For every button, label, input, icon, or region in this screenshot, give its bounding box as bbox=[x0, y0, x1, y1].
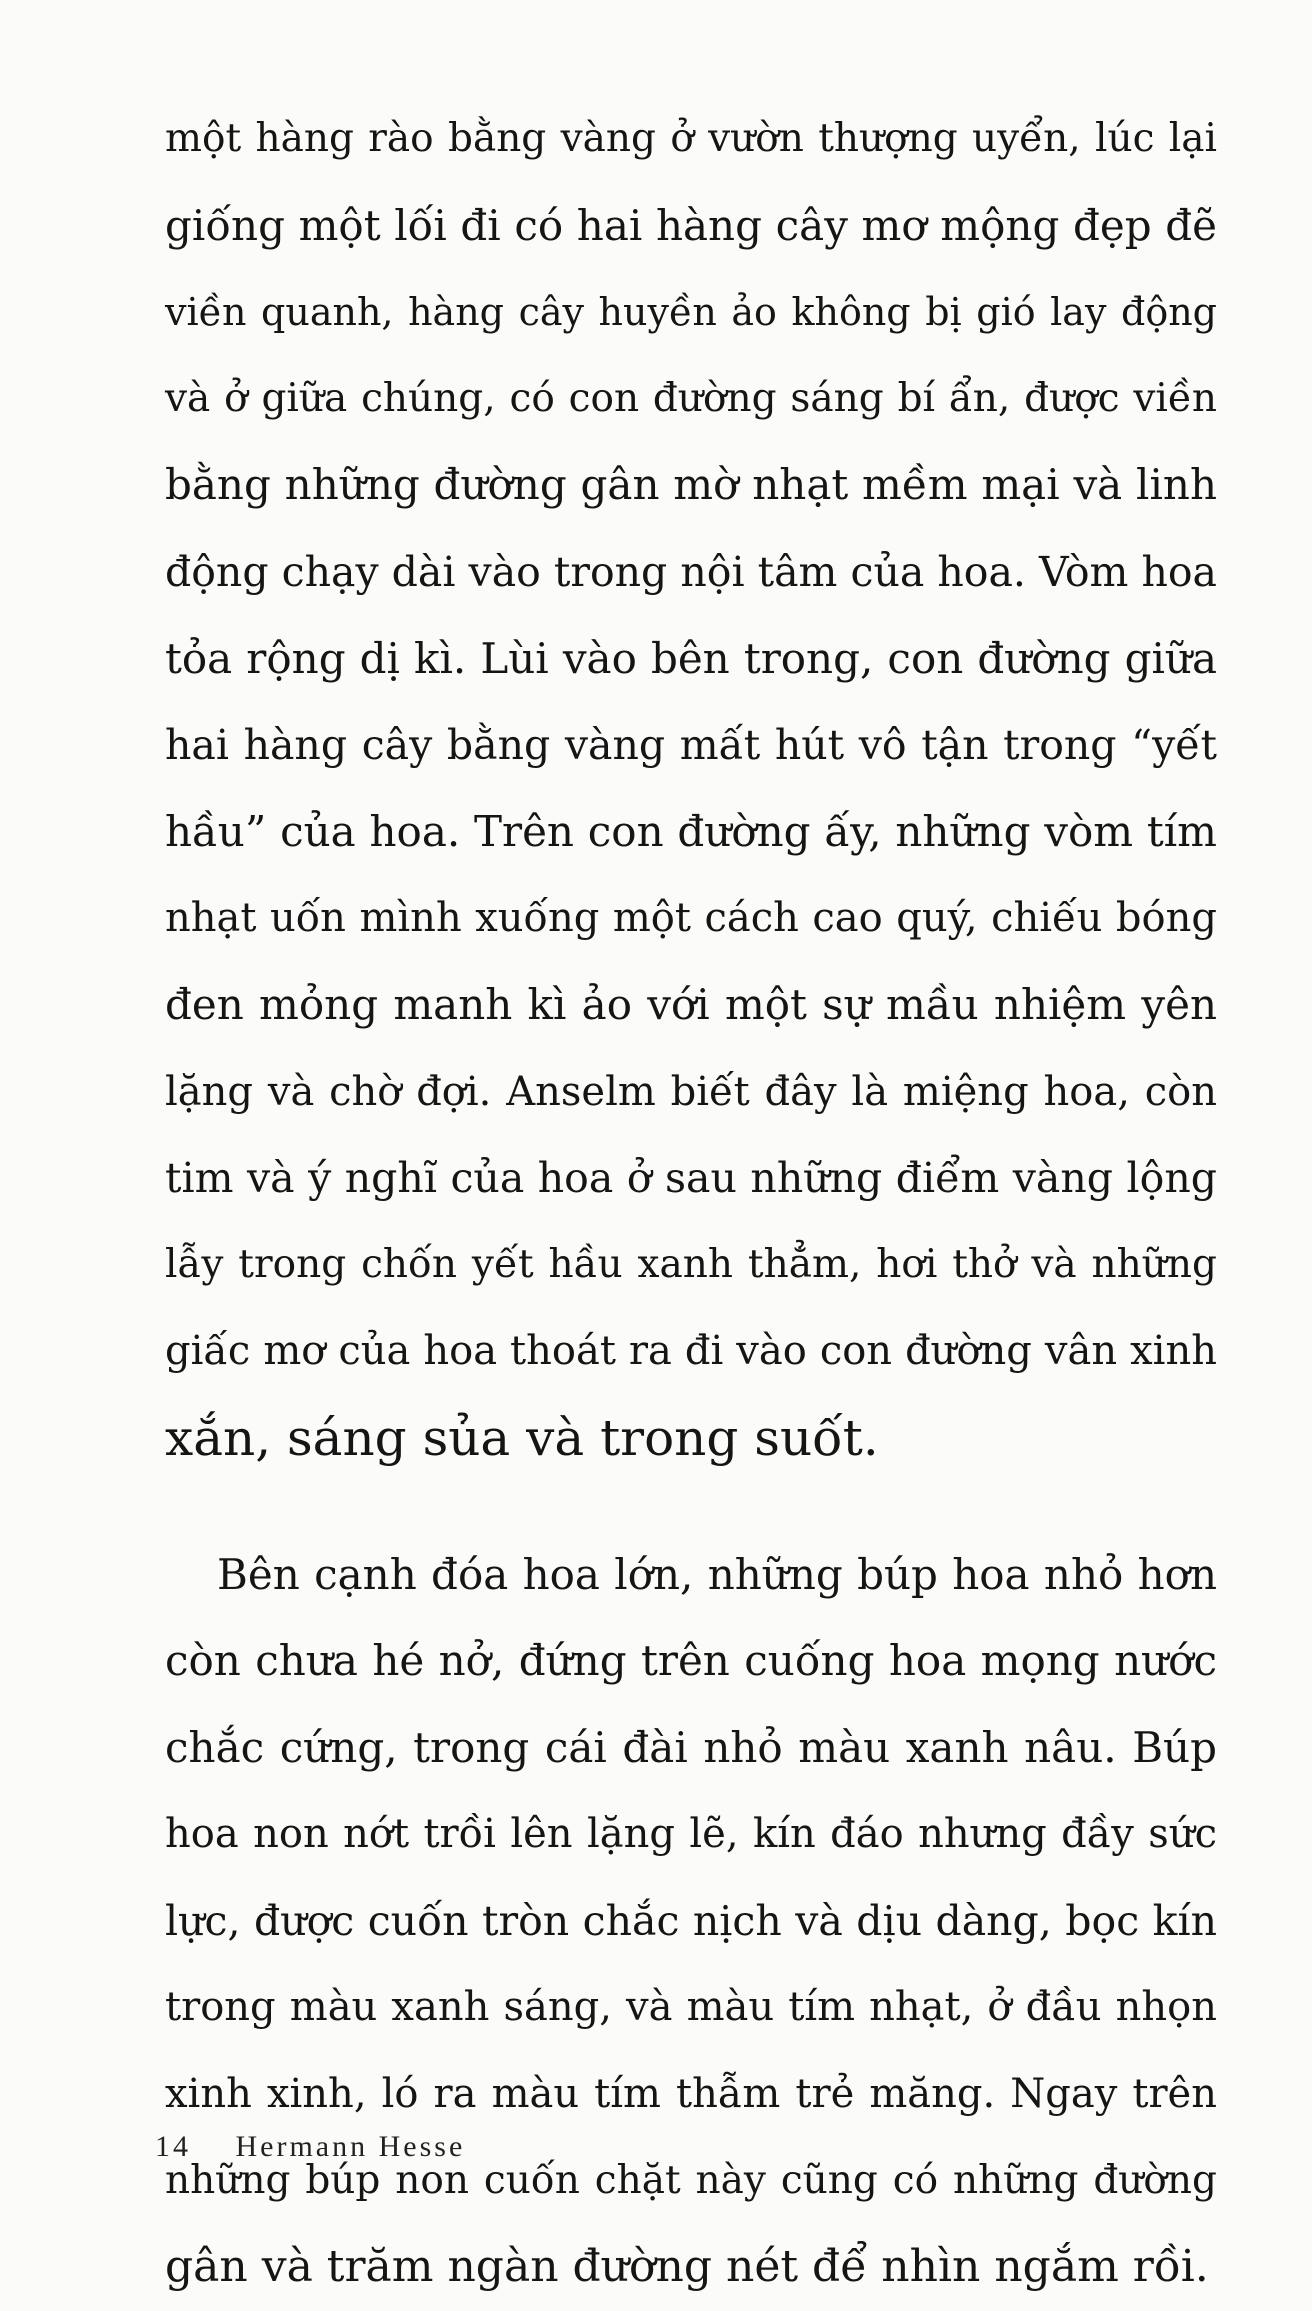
text-line: lặng và chờ đợi. Anselm biết đây là miệng hoa, còn bbox=[165, 1068, 1217, 1115]
text-line: động chạy dài vào trong nội tâm của hoa. Vòm hoa bbox=[165, 547, 1217, 596]
paragraph-2 bbox=[165, 1532, 1217, 2311]
text-line: viền quanh, hàng cây huyền ảo không bị gió lay động bbox=[165, 290, 1217, 335]
text-line: và ở giữa chúng, có con đường sáng bí ẩn, được viền bbox=[165, 375, 1217, 421]
text-line: còn chưa hé nở, đứng trên cuống hoa mọng nước bbox=[165, 1636, 1217, 1686]
text-line: bằng những đường gân mờ nhạt mềm mại và linh bbox=[165, 460, 1217, 510]
text-line: lẫy trong chốn yết hầu xanh thẳm, hơi thở và những bbox=[165, 1241, 1217, 1287]
page-footer bbox=[155, 2130, 465, 2164]
text-line: đen mỏng manh kì ảo với một sự mầu nhiệm yên bbox=[165, 979, 1217, 1029]
text-line: xắn, sáng sủa và trong suốt. bbox=[165, 1408, 879, 1467]
text-line: giấc mơ của hoa thoát ra đi vào con đường vân xinh bbox=[165, 1328, 1217, 1375]
text-line: tỏa rộng dị kì. Lùi vào bên trong, con đường giữa bbox=[165, 633, 1217, 683]
text-line: hoa non nớt trồi lên lặng lẽ, kín đáo nhưng đầy sức bbox=[165, 1811, 1217, 1858]
text-line: nhạt uốn mình xuống một cách cao quý, chiếu bóng bbox=[165, 895, 1217, 942]
running-author: Hermann Hesse bbox=[235, 2130, 466, 2163]
text-line: tim và ý nghĩ của hoa ở sau những điểm vàng lộng bbox=[165, 1154, 1217, 1203]
text-line: trong màu xanh sáng, và màu tím nhạt, ở đầu nhọn bbox=[165, 1984, 1217, 2031]
text-line: hai hàng cây bằng vàng mất hút vô tận trong “yết bbox=[165, 721, 1217, 770]
text-line: chắc cứng, trong cái đài nhỏ màu xanh nâu. Búp bbox=[165, 1722, 1217, 1772]
text-line: xinh xinh, ló ra màu tím thẫm trẻ măng. Ngay trên bbox=[165, 2071, 1217, 2118]
paragraph-1 bbox=[165, 96, 1217, 1482]
paragraph-spacer bbox=[165, 1482, 1217, 1532]
text-line: Bên cạnh đóa hoa lớn, những búp hoa nhỏ hơn bbox=[217, 1549, 1217, 1599]
text-line: lực, được cuốn tròn chắc nịch và dịu dàng, bọc kín bbox=[165, 1896, 1217, 1945]
text-line: hầu” của hoa. Trên con đường ấy, những vòm tím bbox=[165, 806, 1217, 856]
text-line: gân và trăm ngàn đường nét để nhìn ngắm rồi. bbox=[165, 2241, 1209, 2293]
text-line: những búp non cuốn chặt này cũng có những đường bbox=[165, 2157, 1217, 2203]
text-line: một hàng rào bằng vàng ở vườn thượng uyển, lúc lại bbox=[165, 116, 1217, 161]
body-text bbox=[165, 96, 1217, 2311]
page-number: 14 bbox=[155, 2130, 191, 2163]
text-line: giống một lối đi có hai hàng cây mơ mộng đẹp đẽ bbox=[165, 200, 1217, 250]
